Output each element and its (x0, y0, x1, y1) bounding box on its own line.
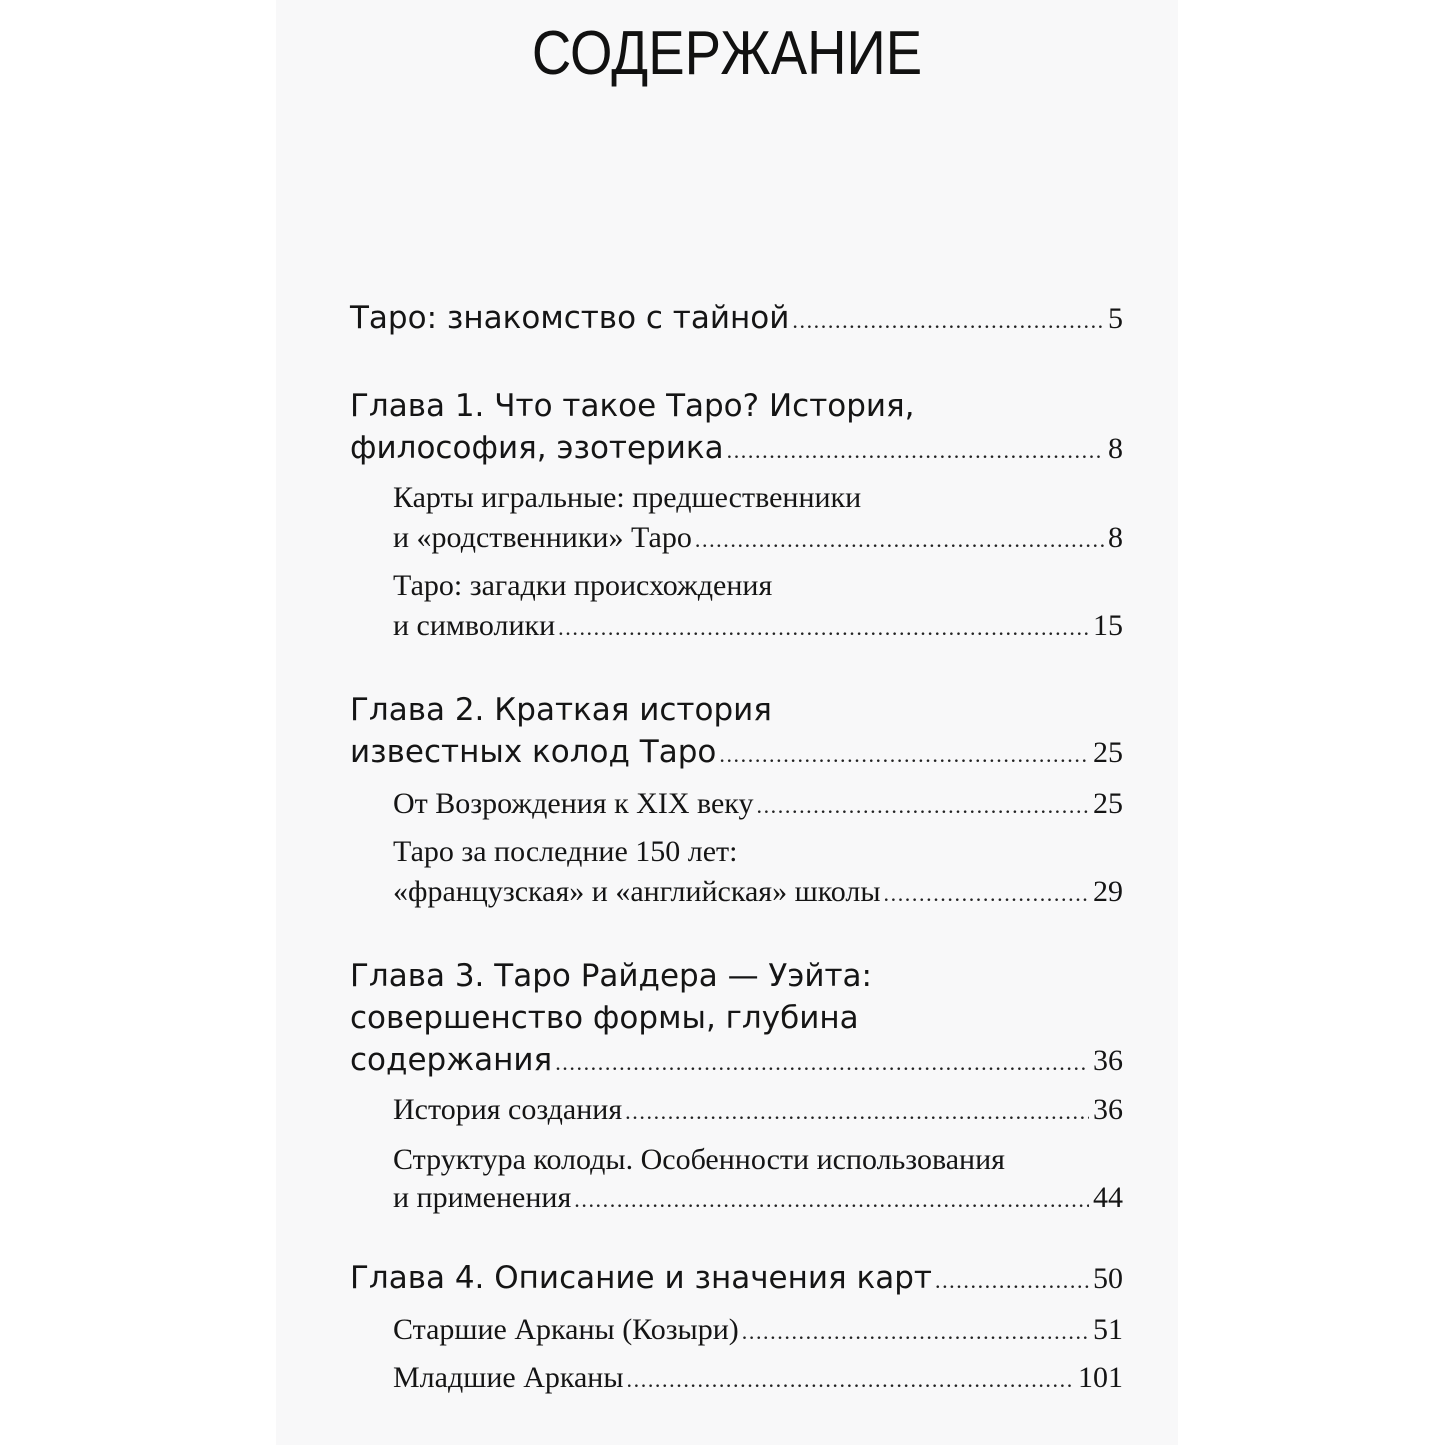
toc-entry-title: и «родственники» Таро (393, 521, 692, 554)
toc-entry-title: От Возрождения к XIX веку (393, 787, 754, 820)
toc-entry-last-150-years-line-1[interactable] (0, 835, 1123, 869)
toc-entry-title: Таро за последние 150 лет: (393, 835, 738, 868)
leader-dots (574, 1187, 1089, 1213)
toc-page-number: 36 (1093, 1093, 1123, 1126)
toc-entry-major-arcana[interactable] (0, 1313, 1123, 1347)
toc-entry-title: известных колод Таро (350, 734, 717, 770)
toc-entry-title: и символики (393, 609, 556, 642)
toc-entry-tarot-mysteries[interactable] (0, 609, 1123, 643)
leader-dots (555, 1050, 1089, 1076)
leader-dots (792, 308, 1104, 334)
toc-page-number: 36 (1093, 1044, 1123, 1077)
toc-entry-title: Глава 1. Что такое Таро? История, (350, 388, 915, 424)
toc-entry-deck-structure[interactable] (0, 1181, 1123, 1215)
toc-page-number: 51 (1093, 1313, 1123, 1346)
toc-entry-title: Таро: загадки происхождения (393, 569, 773, 602)
toc-entry-chapter-2-line-1[interactable] (0, 692, 1123, 728)
leader-dots (756, 793, 1089, 819)
toc-entry-creation-history[interactable] (0, 1093, 1123, 1127)
toc-entry-chapter-3-line-1[interactable] (0, 958, 1123, 994)
toc-entry-chapter-3[interactable] (0, 1042, 1123, 1078)
toc-entry-title: Глава 2. Краткая история (350, 692, 772, 728)
toc-entry-minor-arcana[interactable] (0, 1361, 1123, 1395)
toc-entry-last-150-years[interactable] (0, 875, 1123, 909)
toc-entry-playing-cards[interactable] (0, 521, 1123, 555)
toc-entry-chapter-2[interactable] (0, 734, 1123, 770)
toc-page-number: 44 (1093, 1181, 1123, 1214)
toc-page-number: 25 (1093, 787, 1123, 820)
toc-page-number: 5 (1108, 302, 1123, 335)
leader-dots (558, 615, 1089, 641)
toc-entry-title: Старшие Арканы (Козыри) (393, 1313, 739, 1346)
toc-entry-title: Карты игральные: предшественники (393, 481, 862, 514)
toc-entry-intro[interactable] (0, 300, 1123, 336)
leader-dots (719, 742, 1089, 768)
leader-dots (935, 1268, 1089, 1294)
toc-entry-chapter-1-line-1[interactable] (0, 388, 1123, 424)
toc-entry-chapter-1[interactable] (0, 430, 1123, 466)
toc-page-number: 29 (1093, 875, 1123, 908)
toc-page-number: 101 (1078, 1361, 1123, 1394)
toc-entry-chapter-4[interactable] (0, 1260, 1123, 1296)
toc-entry-title: Таро: знакомство с тайной (350, 300, 790, 336)
toc-entry-tarot-mysteries-line-1[interactable] (0, 569, 1123, 603)
leader-dots (727, 438, 1104, 464)
toc-entry-title: философия, эзотерика (350, 430, 724, 466)
toc-entry-deck-structure-line-1[interactable] (0, 1143, 1123, 1177)
toc-entry-title: и применения (393, 1181, 572, 1214)
leader-dots (695, 527, 1104, 553)
toc-entry-playing-cards-line-1[interactable] (0, 481, 1123, 515)
leader-dots (625, 1099, 1089, 1125)
toc-page-number: 8 (1108, 432, 1123, 465)
toc-page-number: 50 (1093, 1262, 1123, 1295)
toc-entry-renaissance[interactable] (0, 787, 1123, 821)
page-title: СОДЕРЖАНИЕ (531, 19, 923, 88)
toc-entry-title: Младшие Арканы (393, 1361, 624, 1394)
toc-page-number: 8 (1108, 521, 1123, 554)
toc-entry-title: Глава 4. Описание и значения карт (350, 1260, 932, 1296)
toc-entry-title: «французская» и «английская» школы (393, 875, 881, 908)
toc-page-number: 25 (1093, 736, 1123, 769)
toc-page-number: 15 (1093, 609, 1123, 642)
toc-entry-title: Структура колоды. Особенности использования (393, 1143, 1005, 1176)
toc-entry-title: Глава 3. Таро Райдера — Уэйта: (350, 958, 872, 994)
toc-entry-title: совершенство формы, глубина (350, 1000, 859, 1036)
toc-entry-title: История создания (393, 1093, 623, 1126)
leader-dots (884, 881, 1090, 907)
leader-dots (627, 1367, 1074, 1393)
toc-entry-title: содержания (350, 1042, 553, 1078)
toc-entry-chapter-3-line-2[interactable] (0, 1000, 1123, 1036)
leader-dots (742, 1319, 1089, 1345)
